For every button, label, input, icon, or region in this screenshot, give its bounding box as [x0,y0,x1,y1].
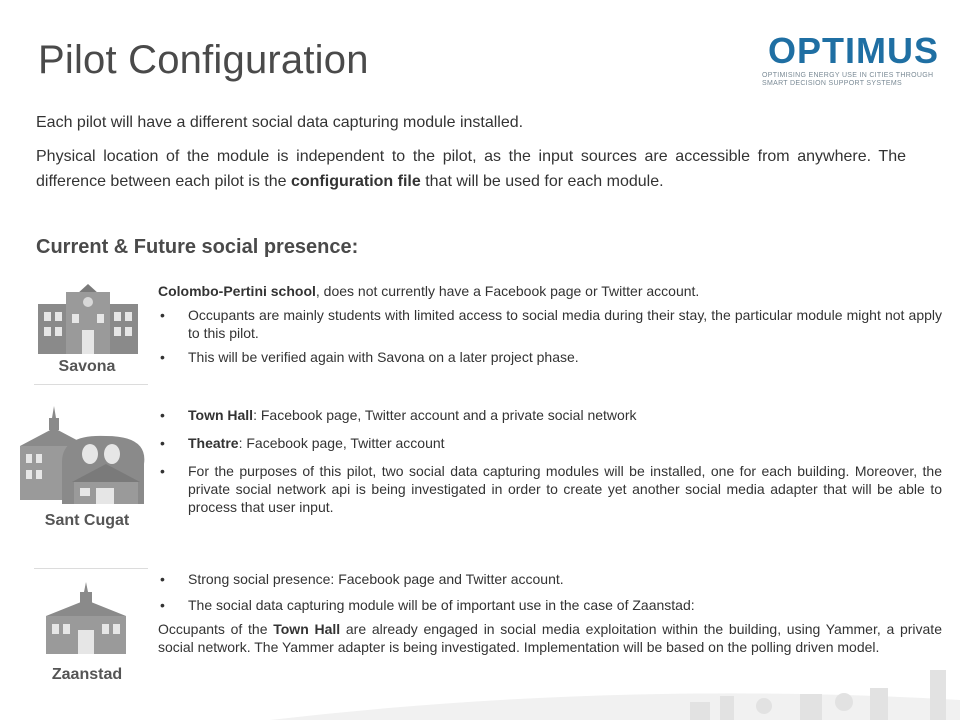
santcugat-bullet-1-rest: : Facebook page, Twitter account and a private social network [253,407,637,423]
logo-wordmark: OPTIMUS [768,30,940,71]
santcugat-bullet-3: For the purposes of this pilot, two social data capturing modules will be installed, one for each building. Moreover, the private social network api is being investigated in order to create yet another social media adapter that will be able to process that user input. [188,463,942,515]
list-item [158,462,942,516]
savona-lead [158,282,942,300]
bullet-dot: • [160,571,165,587]
santcugat-bullet-2-bold: Theatre [188,435,239,451]
list-item [158,406,942,424]
bullet-dot: • [160,349,165,365]
intro-bold-config-file: configuration file [290,173,421,190]
pilot-name-savona: Savona [58,358,116,375]
zaanstad-bullet-1: Strong social presence: Facebook page and Twitter account. [188,571,564,587]
logo-tagline-line-2: SMART DECISION SUPPORT SYSTEMS [762,80,902,87]
section-divider [34,384,148,385]
intro-text-a: Physical location of the module is independent to the pilot, as the input sources are accessible from anywhere. The difference between each pilot is the [36,148,906,190]
logo-tagline [762,72,942,88]
zaanstad-text-a: Occupants of the [158,621,274,637]
city-silhouette-decoration [270,640,960,720]
savona-block [158,282,942,366]
savona-lead-bold: Colombo-Pertini school [158,283,316,299]
list-item [158,434,942,452]
bullet-dot: • [160,463,165,479]
zaanstad-text-b: are already engaged in social media exploitation within the building, using Yammer, a private social network. The Yammer adapter is being investigated. Implementation will be based on the polling driven model. [158,621,942,655]
sant-cugat-block [158,406,942,516]
pilot-name-zaanstad: Zaanstad [51,666,123,683]
intro-paragraph [36,144,906,194]
savona-bullet-2: This will be verified again with Savona on a later project phase. [188,349,579,365]
bullet-dot: • [160,597,165,613]
town-hall-theatre-icon [14,404,148,508]
list-item [158,348,942,366]
intro-line-1: Each pilot will have a different social data capturing module installed. [36,114,524,131]
zaanstad-bold-town-hall: Town Hall [273,621,341,637]
bullet-dot: • [160,307,165,323]
optimus-logo [762,30,942,90]
bullet-dot: • [160,407,165,423]
santcugat-bullet-1-bold: Town Hall [188,407,254,423]
list-item [158,570,942,588]
list-item [158,306,942,342]
santcugat-bullet-2-rest: : Facebook page, Twitter account [238,435,445,451]
bullet-dot: • [160,435,165,451]
pilot-name-sant-cugat: Sant Cugat [44,512,130,529]
page-title: Pilot Configuration [38,38,369,82]
school-building-icon [38,282,138,354]
section-heading: Current & Future social presence: [36,236,359,258]
zaanstad-bullet-2: The social data capturing module will be of important use in the case of Zaanstad: [188,597,695,613]
list-item [158,596,942,614]
town-hall-icon [42,582,130,654]
logo-tagline-line-1: OPTIMISING ENERGY USE IN CITIES THROUGH [762,72,934,79]
savona-lead-rest: , does not currently have a Facebook page or Twitter account. [315,283,700,299]
section-divider [34,568,148,569]
intro-text-b: that will be used for each module. [420,173,664,190]
savona-bullet-1: Occupants are mainly students with limited access to social media during their stay, the particular module might not apply to this pilot. [188,307,942,341]
